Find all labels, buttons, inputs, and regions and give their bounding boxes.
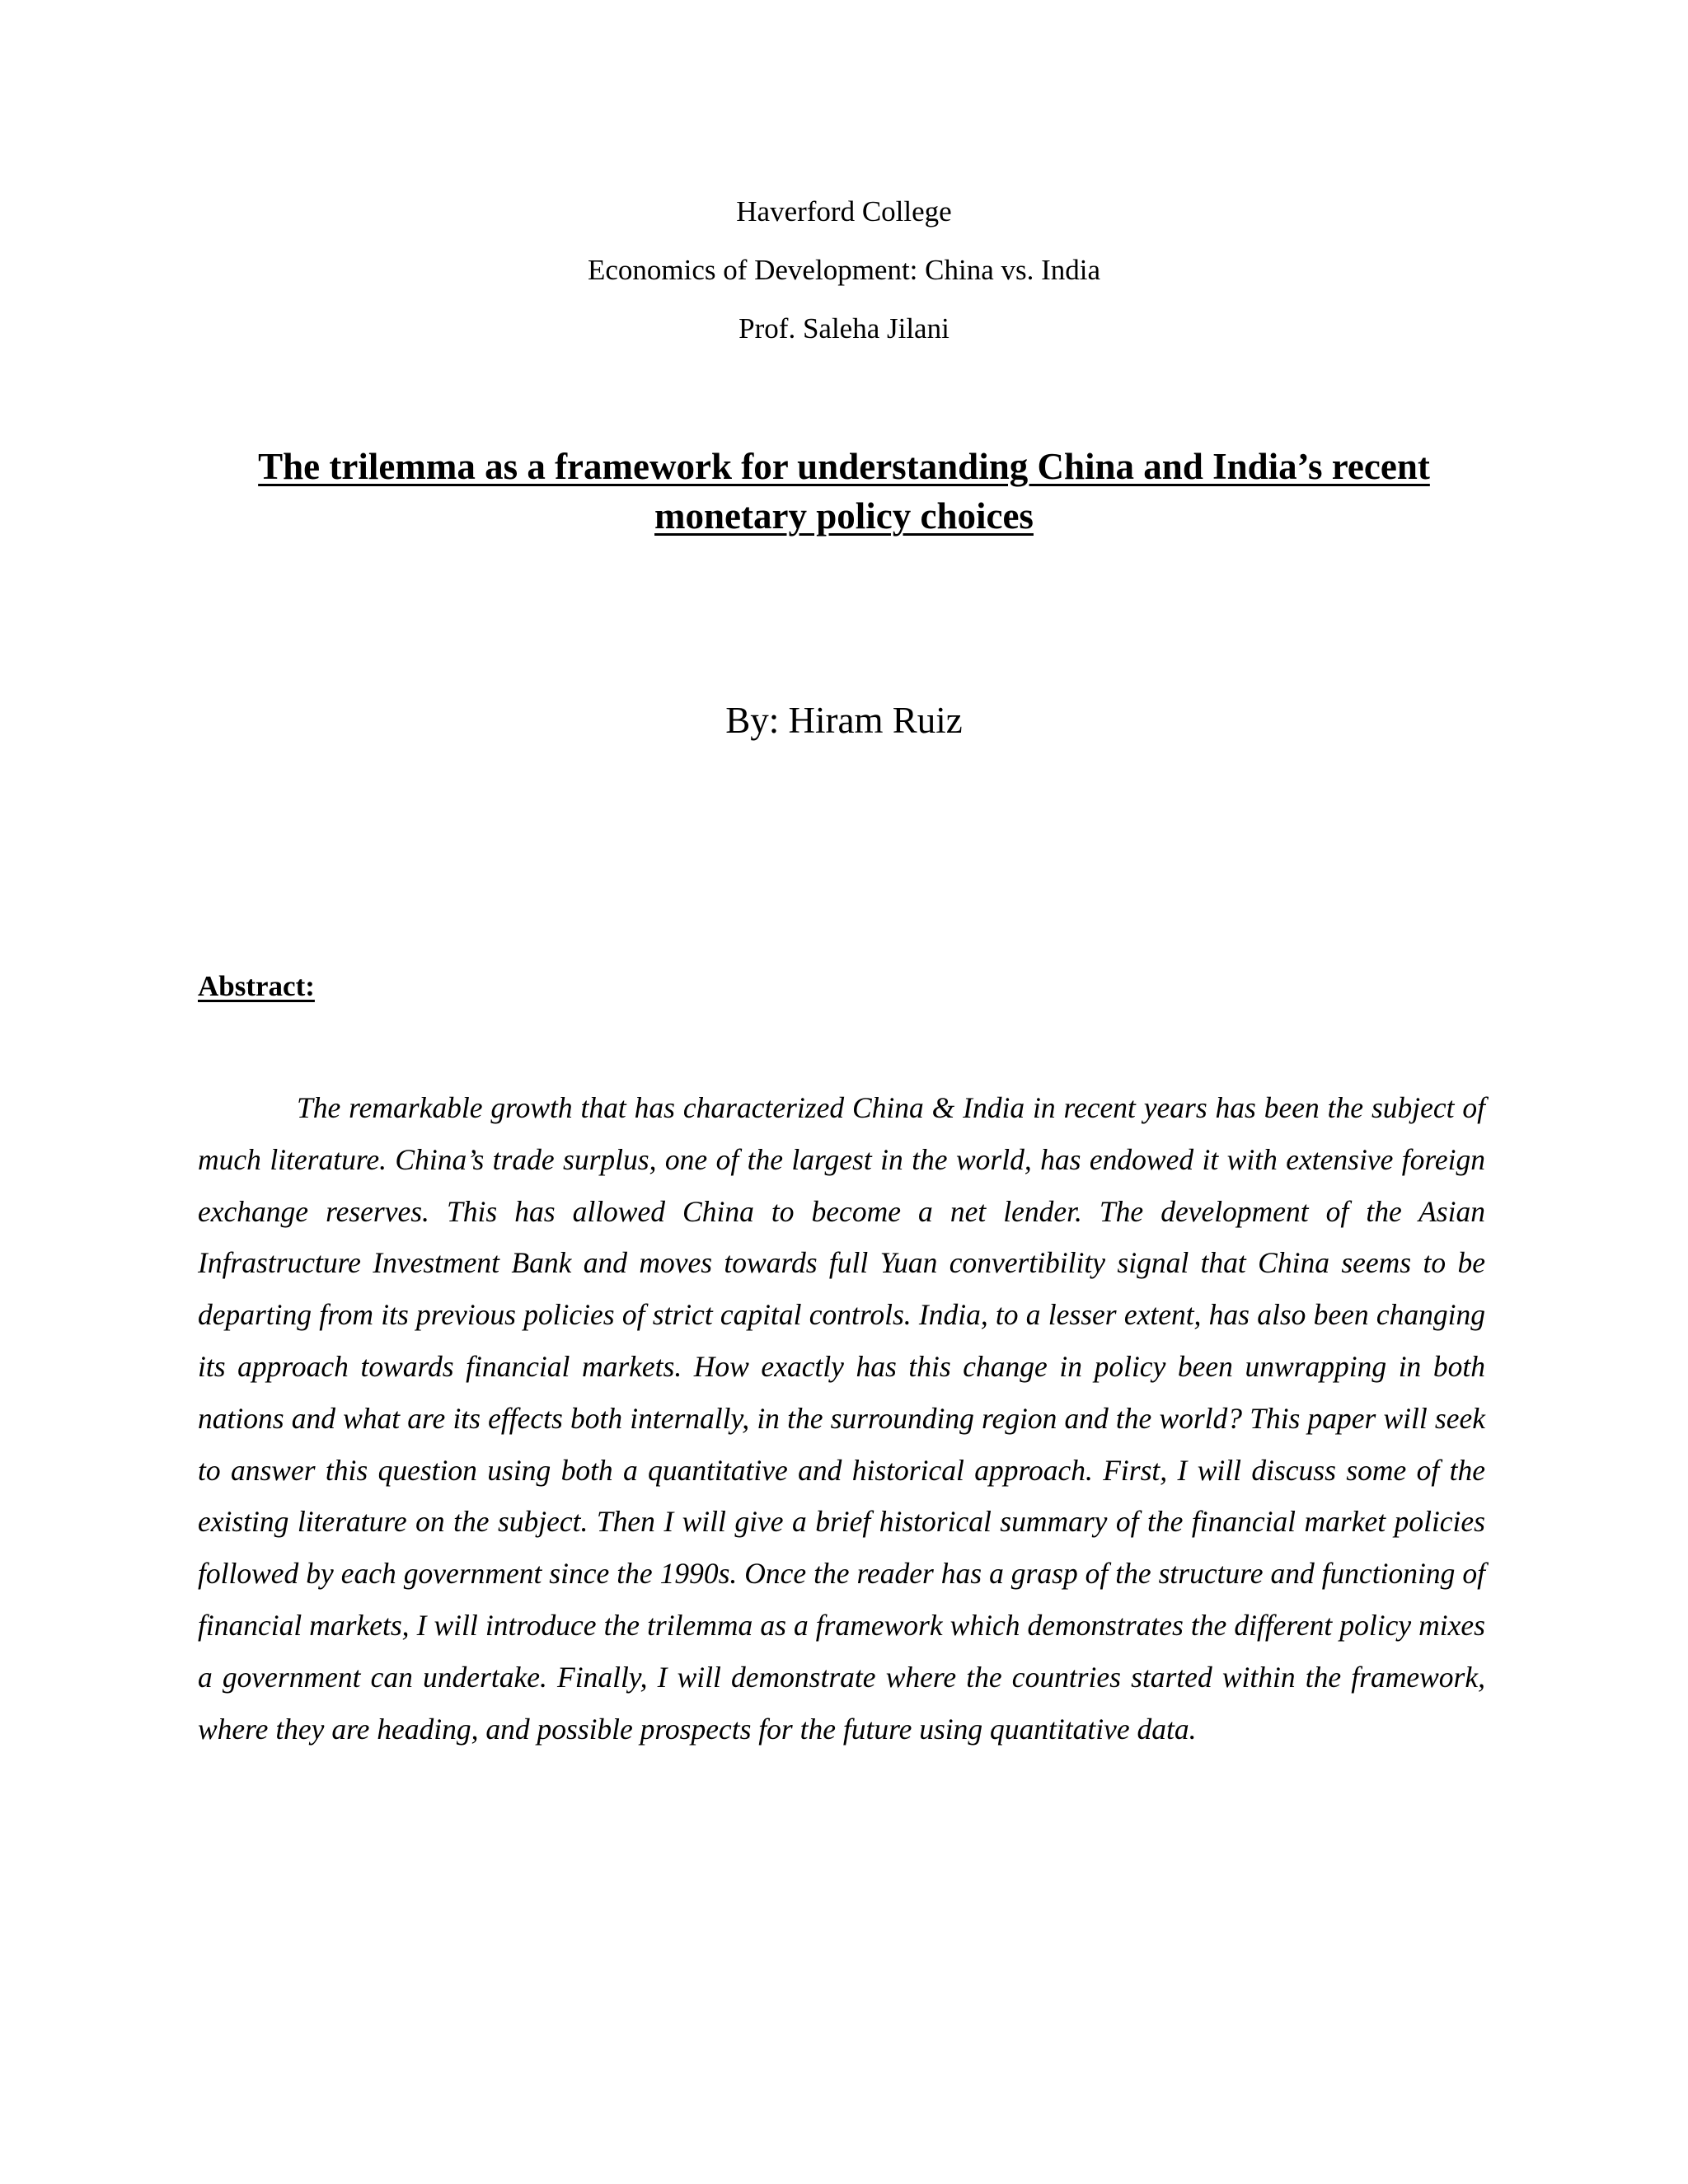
abstract-heading: Abstract:: [198, 970, 315, 1002]
author-byline: By: Hiram Ruiz: [725, 700, 963, 741]
institution-name: Haverford College: [736, 195, 952, 227]
professor-name: Prof. Saleha Jilani: [738, 312, 950, 344]
course-name: Economics of Development: China vs. India: [587, 254, 1101, 286]
abstract-body: The remarkable growth that has characterized China & India in recent years has been the subject of much literature. China’s trade surplus, one of the largest in the world, has endowed it with extensive foreign exchange reserves. This has allowed China to become a net lender. The development of the Asian Infrastructure Investment Bank and moves towards full Yuan convertibility signal that China seems to be departing from its previous policies of strict capital controls. India, to a lesser extent, has also been changing its approach towards financial markets. How exactly has this change in policy been unwrapping in both nations and what are its effects both internally, in the surrounding region and the world? This paper will seek to answer this question using both a quantitative and historical approach. First, I will discuss some of the existing literature on the subject. Then I will give a brief historical summary of the financial market policies followed by each government since the 1990s. Once the reader has a grasp of the structure and functioning of financial markets, I will introduce the trilemma as a framework which demonstrates the different policy mixes a government can undertake. Finally, I will demonstrate where the countries started within the framework, where they are heading, and possible prospects for the future using quantitative data.: [198, 1091, 1485, 1746]
paper-title: The trilemma as a framework for understanding China and India’s recent monetary policy choices: [258, 446, 1430, 537]
